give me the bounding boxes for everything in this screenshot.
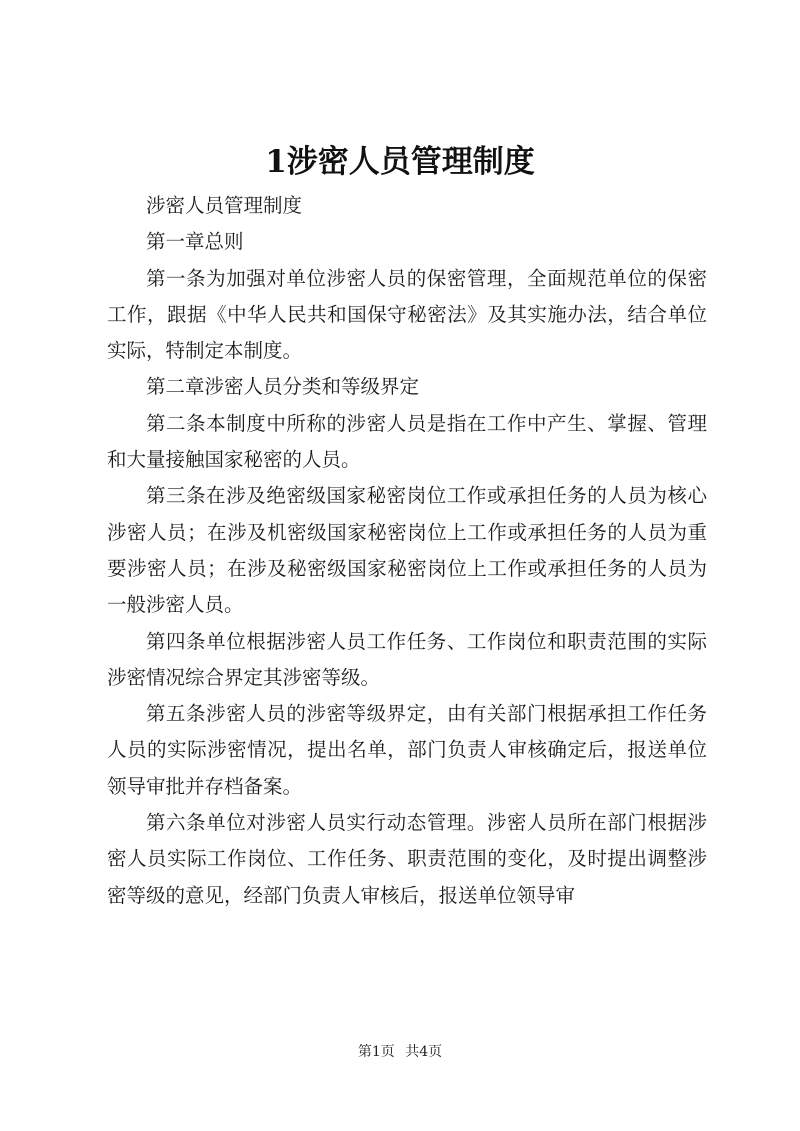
page-number: 第1页 — [357, 1044, 395, 1060]
document-body — [107, 188, 707, 914]
page-footer — [0, 1042, 800, 1062]
paragraph-article-2: 第二条本制度中所称的涉密人员是指在工作中产生、掌握、管理和大量接触国家秘密的人员。 — [107, 411, 707, 472]
page-total: 共4页 — [405, 1044, 443, 1060]
paragraph-chapter-1: 第一章总则 — [146, 230, 244, 254]
document-title: 1涉密人员管理制度 — [265, 144, 535, 180]
paragraph-article-5: 第五条涉密人员的涉密等级界定，由有关部门根据承担工作任务人员的实际涉密情况，提出名单，部门负责人审核确定后，报送单位领导审批并存档备案。 — [107, 702, 707, 798]
paragraph-article-4: 第四条单位根据涉密人员工作任务、工作岗位和职责范围的实际涉密情况综合界定其涉密等级。 — [107, 629, 707, 689]
paragraph-article-6: 第六条单位对涉密人员实行动态管理。涉密人员所在部门根据涉密人员实际工作岗位、工作任务、职责范围的变化，及时提出调整涉密等级的意见，经部门负责人审核后，报送单位领导审 — [107, 811, 707, 907]
paragraph-article-1: 第一条为加强对单位涉密人员的保密管理，全面规范单位的保密工作，跟据《中华人民共和国保守秘密法》及其实施办法，结合单位实际，特制定本制度。 — [107, 266, 707, 363]
paragraph-chapter-2: 第二章涉密人员分类和等级界定 — [146, 375, 420, 399]
paragraph-article-3: 第三条在涉及绝密级国家秘密岗位工作或承担任务的人员为核心涉密人员；在涉及机密级国家秘密岗位上工作或承担任务的人员为重要涉密人员；在涉及秘密级国家秘密岗位上工作或承担任务的人员为一般涉密人员。 — [107, 484, 707, 617]
paragraph-heading: 涉密人员管理制度 — [146, 194, 303, 217]
